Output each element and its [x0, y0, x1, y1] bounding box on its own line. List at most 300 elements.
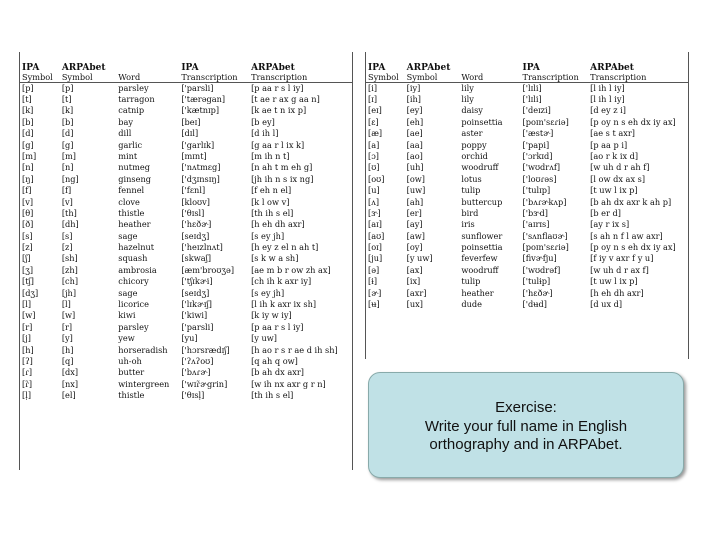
arpabet-transcription-cell: [th ih s el] — [251, 390, 294, 401]
ipa-symbol-cell: [ʃ] — [22, 253, 31, 264]
word-cell: chicory — [118, 276, 149, 287]
word-cell: kiwi — [118, 310, 136, 321]
table-row — [20, 196, 352, 207]
word-cell: aster — [461, 128, 483, 139]
ipa-transcription-cell: ['hɛðɚ] — [522, 287, 553, 298]
arpabet-symbol-cell: [dh] — [61, 219, 79, 230]
arpabet-transcription-cell: [d ih l] — [251, 128, 279, 139]
arpabet-transcription-cell: [l ih k axr ix sh] — [251, 299, 317, 310]
word-cell: fennel — [118, 185, 145, 196]
arpabet-symbol-cell: [f] — [61, 185, 72, 196]
arpabet-symbol-cell: [s] — [61, 230, 73, 241]
header-word — [116, 52, 179, 82]
arpabet-transcription-cell: [s ah n f l aw axr] — [590, 230, 663, 241]
arpabet-transcription-cell: [t uw l ix p] — [590, 185, 638, 196]
arpabet-transcription-cell: [b er d] — [590, 207, 621, 218]
word-cell: woodruff — [461, 264, 499, 275]
table-row — [20, 378, 352, 389]
word-cell: dill — [118, 128, 132, 139]
word-cell: lily — [461, 93, 474, 104]
arpabet-transcription-cell: [n ah t m eh g] — [251, 162, 313, 173]
table-row — [20, 276, 352, 287]
ipa-transcription-cell: [mɪnt] — [181, 150, 207, 161]
word-cell: orchid — [461, 150, 488, 161]
arpabet-transcription-cell: [f eh n el] — [251, 185, 292, 196]
table-row — [366, 207, 688, 218]
arpabet-symbol-cell: [k] — [61, 105, 74, 116]
word-cell: uh-oh — [118, 355, 142, 366]
arpabet-symbol-cell: [nx] — [61, 378, 79, 389]
word-cell: tulip — [461, 276, 481, 287]
arpabet-symbol-cell: [ch] — [61, 276, 79, 287]
header-text: ARPAbet — [251, 63, 295, 74]
ipa-transcription-cell: ['ɔrkɪd] — [522, 150, 553, 161]
word-cell: mint — [118, 150, 138, 161]
word-cell: sunflower — [461, 230, 503, 241]
ipa-transcription-cell: [dɪl] — [181, 128, 199, 139]
ipa-transcription-cell: ['æstɚ] — [522, 128, 554, 139]
table-row — [366, 116, 688, 127]
ipa-transcription-cell: ['wʊdrəf] — [522, 264, 561, 275]
arpabet-transcription-cell: [b ah dx axr k ah p] — [590, 196, 672, 207]
ipa-transcription-cell: ['fɛnl] — [181, 185, 206, 196]
word-cell: thistle — [118, 390, 145, 401]
ipa-transcription-cell: ['aɪrɪs] — [522, 219, 550, 230]
arpabet-symbol-cell: [uh] — [406, 162, 424, 173]
arpabet-symbol-cell: [zh] — [61, 264, 78, 275]
ipa-symbol-cell: [ʊ] — [368, 162, 380, 173]
ipa-transcription-cell: ['lɪli] — [522, 82, 542, 93]
table-row — [20, 390, 352, 401]
ipa-transcription-cell: [poɪn'sɛɾiə] — [522, 116, 569, 127]
table-row — [366, 241, 688, 252]
word-cell: daisy — [461, 105, 483, 116]
arpabet-transcription-cell: [s k w a sh] — [251, 253, 299, 264]
arpabet-symbol-cell: [jh] — [61, 287, 77, 298]
arpabet-transcription-cell: [ae s t axr] — [590, 128, 635, 139]
table-row — [20, 298, 352, 309]
arpabet-transcription-cell: [h eh dh axr] — [590, 287, 644, 298]
ipa-transcription-cell: ['tulɪp] — [522, 185, 551, 196]
arpabet-symbol-cell: [sh] — [61, 253, 78, 264]
ipa-transcription-cell: ['bɝd] — [522, 207, 548, 218]
ipa-transcription-cell: ['dʉd] — [522, 299, 547, 310]
table-row — [366, 196, 688, 207]
ipa-transcription-cell: ['parsli] — [181, 82, 214, 93]
word-cell: thistle — [118, 207, 145, 218]
table-row — [366, 264, 688, 275]
word-cell: poinsettia — [461, 116, 503, 127]
table-row — [366, 287, 688, 298]
arpabet-symbol-cell: [ah] — [406, 196, 424, 207]
table-row — [366, 128, 688, 139]
table-row — [20, 150, 352, 161]
word-cell: licorice — [118, 299, 149, 310]
arpabet-transcription-cell: [d ey z i] — [590, 105, 626, 116]
arpabet-transcription-cell: [f iy v axr f y u] — [590, 253, 654, 264]
header-text: Symbol — [61, 72, 93, 83]
arpabet-symbol-cell: [v] — [61, 196, 73, 207]
arpabet-transcription-cell: [ay r ix s] — [590, 219, 630, 230]
ipa-transcription-cell: [poɪn'sɛɾiə] — [522, 242, 569, 253]
vowel-table-body — [366, 82, 688, 310]
table-row — [366, 82, 688, 93]
arpabet-symbol-cell: [g] — [61, 139, 74, 150]
ipa-transcription-cell: [seɪdʒ] — [181, 287, 210, 298]
table-row — [20, 230, 352, 241]
arpabet-symbol-cell: [axr] — [406, 287, 427, 298]
arpabet-transcription-cell: [b ey] — [251, 116, 275, 127]
ipa-symbol-cell: [t] — [22, 93, 32, 104]
table-row — [20, 287, 352, 298]
ipa-symbol-cell: [ɨ] — [368, 276, 378, 287]
arpabet-transcription-cell: [w ih nx axr g r n] — [251, 378, 326, 389]
ipa-symbol-cell: [ð] — [22, 219, 34, 230]
arpabet-symbol-cell: [ng] — [61, 173, 79, 184]
arpabet-symbol-cell: [eh] — [406, 116, 424, 127]
arpabet-transcription-cell: [h ey z el n ah t] — [251, 242, 319, 253]
header-text: Symbol — [368, 72, 399, 83]
ipa-symbol-cell: [w] — [22, 310, 36, 321]
arpabet-symbol-cell: [ay] — [406, 219, 423, 230]
exercise-line-2: orthography and in ARPAbet. — [429, 436, 623, 454]
ipa-symbol-cell: [ə] — [368, 264, 380, 275]
header-text: IPA — [22, 63, 40, 74]
header-text: Transcription — [522, 72, 579, 83]
arpabet-symbol-cell: [oy] — [406, 242, 423, 253]
arpabet-symbol-cell: [b] — [61, 116, 74, 127]
table-row — [20, 139, 352, 150]
word-cell: catnip — [118, 105, 145, 116]
ipa-symbol-cell: [tʃ] — [22, 276, 34, 287]
header-text: IPA — [368, 63, 386, 74]
arpabet-transcription-cell: [ao r k ix d] — [590, 150, 639, 161]
ipa-symbol-cell: [ɝ] — [368, 207, 381, 218]
table-row — [366, 162, 688, 173]
ipa-symbol-cell: [ɛ] — [368, 116, 379, 127]
arpabet-symbol-cell: [ix] — [406, 276, 421, 287]
header-text: IPA — [522, 63, 540, 74]
arpabet-symbol-cell: [dx] — [61, 367, 79, 378]
table-row — [366, 173, 688, 184]
arpabet-transcription-cell: [b ah dx axr] — [251, 367, 304, 378]
word-cell: nutmeg — [118, 162, 150, 173]
table-row — [20, 207, 352, 218]
ipa-symbol-cell: [s] — [22, 230, 33, 241]
arpabet-symbol-cell: [th] — [61, 207, 77, 218]
ipa-symbol-cell: [aʊ] — [368, 230, 385, 241]
ipa-symbol-cell: [d] — [22, 128, 34, 139]
word-cell: sage — [118, 230, 138, 241]
ipa-symbol-cell: [ʉ] — [368, 299, 380, 310]
arpabet-symbol-cell: [n] — [61, 162, 74, 173]
table-row — [20, 321, 352, 332]
word-cell: dude — [461, 299, 482, 310]
arpabet-symbol-cell: [el] — [61, 390, 76, 401]
header-text: Word — [118, 72, 141, 83]
vowel-table — [366, 52, 688, 310]
arpabet-symbol-cell: [aw] — [406, 230, 425, 241]
ipa-symbol-cell: [j] — [22, 333, 31, 344]
word-cell: clove — [118, 196, 140, 207]
ipa-symbol-cell: [θ] — [22, 207, 34, 218]
arpabet-transcription-cell: [m ih n t] — [251, 150, 290, 161]
ipa-transcription-cell: ['heɪzlnʌt] — [181, 242, 223, 253]
arpabet-transcription-cell: [h ao r s r ae d ih sh] — [251, 344, 338, 355]
arpabet-symbol-cell: [aa] — [406, 139, 423, 150]
header-ipa-symbol — [20, 52, 60, 82]
arpabet-symbol-cell: [y] — [61, 333, 73, 344]
table-row — [20, 128, 352, 139]
ipa-transcription-cell: ['dʒɪnsɪŋ] — [181, 173, 220, 184]
table-row — [20, 355, 352, 366]
arpabet-transcription-cell: [k ae t n ix p] — [251, 105, 307, 116]
table-row — [20, 185, 352, 196]
arpabet-transcription-cell: [p aa r s l iy] — [251, 82, 304, 93]
arpabet-transcription-cell: [ch ih k axr iy] — [251, 276, 312, 287]
arpabet-symbol-cell: [h] — [61, 344, 74, 355]
table-row — [20, 105, 352, 116]
ipa-transcription-cell: ['papi] — [522, 139, 550, 150]
ipa-symbol-cell: [f] — [22, 185, 32, 196]
ipa-transcription-cell: ['θɪsl] — [181, 207, 205, 218]
word-cell: bay — [118, 116, 134, 127]
arpabet-symbol-cell: [r] — [61, 321, 73, 332]
table-row — [20, 264, 352, 275]
ipa-transcription-cell: ['nʌtmɛg] — [181, 162, 221, 173]
header-ipa-transcription — [179, 52, 249, 82]
ipa-symbol-cell: [ɚ] — [368, 287, 382, 298]
ipa-symbol-cell: [k] — [22, 105, 34, 116]
header-arpabet-transcription — [249, 52, 352, 82]
word-cell: iris — [461, 219, 475, 230]
arpabet-transcription-cell: [k iy w iy] — [251, 310, 292, 321]
arpabet-transcription-cell: [ae m b r ow zh ax] — [251, 264, 331, 275]
table-row — [366, 219, 688, 230]
header-text: ARPAbet — [406, 63, 451, 74]
arpabet-symbol-cell: [ao] — [406, 150, 423, 161]
word-cell: parsley — [118, 321, 149, 332]
ipa-transcription-cell: ['lɪkɚɪʃ] — [181, 299, 212, 310]
ipa-transcription-cell: ['lɪli] — [522, 93, 542, 104]
arpabet-transcription-cell: [l ih l iy] — [590, 82, 625, 93]
header-text: ARPAbet — [61, 63, 106, 74]
table-row — [20, 82, 352, 93]
table-row — [366, 276, 688, 287]
ipa-symbol-cell: [i] — [368, 82, 378, 93]
table-row — [20, 310, 352, 321]
arpabet-symbol-cell: [ey] — [406, 105, 423, 116]
ipa-transcription-cell: ['wɪɾ̃ɚgrin] — [181, 378, 228, 389]
ipa-symbol-cell: [ɔ] — [368, 150, 379, 161]
ipa-symbol-cell: [ɾ̃] — [22, 378, 33, 389]
header-text: ARPAbet — [590, 63, 634, 74]
arpabet-transcription-cell: [s ey jh] — [251, 287, 285, 298]
arpabet-transcription-cell: [p aa r s l iy] — [251, 321, 304, 332]
table-row — [366, 105, 688, 116]
arpabet-transcription-cell: [d ux d] — [590, 299, 623, 310]
table-row — [366, 185, 688, 196]
table-row — [20, 173, 352, 184]
ipa-transcription-cell: [fivɚfju] — [522, 253, 557, 264]
ipa-symbol-cell: [r] — [22, 321, 33, 332]
word-cell: wintergreen — [118, 378, 170, 389]
arpabet-transcription-cell: [y uw] — [251, 333, 277, 344]
arpabet-transcription-cell: [jh ih n s ix ng] — [251, 173, 314, 184]
arpabet-symbol-cell: [d] — [61, 128, 74, 139]
arpabet-transcription-cell: [p aa p i] — [590, 139, 628, 150]
table-row — [20, 93, 352, 104]
arpabet-symbol-cell: [er] — [406, 207, 422, 218]
ipa-transcription-cell: ['tʃɪkɚi] — [181, 276, 213, 287]
ipa-transcription-cell: ['wʊdrʌf] — [522, 162, 561, 173]
ipa-transcription-cell: [æm'broʊʒə] — [181, 264, 235, 275]
header-word — [459, 52, 520, 82]
arpabet-symbol-cell: [p] — [61, 82, 74, 93]
ipa-transcription-cell: ['ʔʌʔoʊ] — [181, 355, 214, 366]
word-cell: lily — [461, 82, 474, 93]
ipa-symbol-cell: [g] — [22, 139, 34, 150]
table-row — [366, 298, 688, 309]
header-text: Symbol — [406, 72, 438, 83]
word-cell: tarragon — [118, 93, 155, 104]
ipa-transcription-cell: ['loʊɾəs] — [522, 173, 557, 184]
table-row — [20, 219, 352, 230]
arpabet-symbol-cell: [l] — [61, 299, 71, 310]
arpabet-symbol-cell: [y uw] — [406, 253, 433, 264]
table-row — [20, 367, 352, 378]
word-cell: lotus — [461, 173, 482, 184]
left-phone-table-panel — [19, 52, 353, 470]
ipa-transcription-cell: [skwaʃ] — [181, 253, 212, 264]
arpabet-transcription-cell: [p oy n s eh dx iy ax] — [590, 116, 676, 127]
arpabet-transcription-cell: [l ow dx ax s] — [590, 173, 646, 184]
word-cell: tulip — [461, 185, 481, 196]
ipa-symbol-cell: [ʌ] — [368, 196, 380, 207]
ipa-symbol-cell: [v] — [22, 196, 34, 207]
header-text: Word — [461, 72, 484, 83]
ipa-transcription-cell: ['bʌɾɚkʌp] — [522, 196, 567, 207]
ipa-symbol-cell: [ju] — [368, 253, 383, 264]
ipa-symbol-cell: [u] — [368, 185, 380, 196]
arpabet-symbol-cell: [m] — [61, 150, 76, 161]
word-cell: parsley — [118, 82, 149, 93]
word-cell: feverfew — [461, 253, 498, 264]
header-text: Transcription — [251, 72, 308, 83]
table-row — [366, 253, 688, 264]
consonant-table-body — [20, 82, 352, 401]
ipa-transcription-cell: ['hɔrsrædɪʃ] — [181, 344, 230, 355]
ipa-transcription-cell: ['tulɨp] — [522, 276, 551, 287]
table-row — [20, 333, 352, 344]
ipa-symbol-cell: [aɪ] — [368, 219, 382, 230]
arpabet-transcription-cell: [q ah q ow] — [251, 355, 298, 366]
arpabet-symbol-cell: [q] — [61, 355, 74, 366]
ipa-symbol-cell: [ŋ] — [22, 173, 34, 184]
ipa-transcription-cell: [kloʊv] — [181, 196, 210, 207]
ipa-transcription-cell: [beɪ] — [181, 116, 201, 127]
arpabet-symbol-cell: [ux] — [406, 299, 423, 310]
ipa-symbol-cell: [a] — [368, 139, 380, 150]
word-cell: sage — [118, 287, 138, 298]
ipa-symbol-cell: [h] — [22, 344, 34, 355]
arpabet-transcription-cell: [l ih l iy] — [590, 93, 625, 104]
arpabet-transcription-cell: [s ey jh] — [251, 230, 285, 241]
word-cell: hazelnut — [118, 242, 155, 253]
arpabet-symbol-cell: [w] — [61, 310, 76, 321]
arpabet-symbol-cell: [t] — [61, 93, 72, 104]
exercise-callout — [368, 372, 684, 478]
ipa-transcription-cell: ['garlɪk] — [181, 139, 215, 150]
word-cell: poinsettia — [461, 242, 503, 253]
ipa-transcription-cell: ['parsli] — [181, 321, 214, 332]
table-row — [366, 150, 688, 161]
header-arpabet-symbol — [405, 52, 460, 82]
ipa-symbol-cell: [ɪ] — [368, 93, 378, 104]
ipa-transcription-cell: ['hɛðɚ] — [181, 219, 212, 230]
header-arpabet-symbol — [60, 52, 116, 82]
arpabet-transcription-cell: [k l ow v] — [251, 196, 290, 207]
ipa-transcription-cell: [seɪdʒ] — [181, 230, 210, 241]
word-cell: yew — [118, 333, 135, 344]
header-ipa-symbol — [366, 52, 405, 82]
header-text: Transcription — [181, 72, 238, 83]
ipa-transcription-cell: ['tærəgan] — [181, 93, 226, 104]
table-row — [20, 241, 352, 252]
word-cell: horseradish — [118, 344, 168, 355]
word-cell: butter — [118, 367, 145, 378]
table-row — [20, 116, 352, 127]
arpabet-symbol-cell: [ax] — [406, 264, 423, 275]
ipa-symbol-cell: [p] — [22, 82, 34, 93]
arpabet-transcription-cell: [th ih s el] — [251, 207, 294, 218]
table-row — [366, 139, 688, 150]
ipa-symbol-cell: [ɾ] — [22, 367, 33, 378]
ipa-symbol-cell: [oʊ] — [368, 173, 385, 184]
table-row — [20, 253, 352, 264]
header-text: Symbol — [22, 72, 53, 83]
ipa-transcription-cell: ['kætnɪp] — [181, 105, 220, 116]
exercise-line-1: Write your full name in English — [424, 417, 628, 435]
word-cell: squash — [118, 253, 148, 264]
ipa-transcription-cell: ['sʌnflaʊɚ] — [522, 230, 568, 241]
arpabet-symbol-cell: [z] — [61, 242, 73, 253]
consonant-table — [20, 52, 352, 401]
ipa-symbol-cell: [m] — [22, 150, 37, 161]
ipa-symbol-cell: [l̩] — [22, 390, 32, 401]
table-header-row — [366, 52, 688, 82]
table-row — [20, 344, 352, 355]
ipa-symbol-cell: [oɪ] — [368, 242, 382, 253]
header-ipa-transcription — [521, 52, 589, 82]
arpabet-symbol-cell: [uw] — [406, 185, 426, 196]
table-row — [366, 93, 688, 104]
exercise-title: Exercise: — [495, 398, 557, 416]
ipa-transcription-cell: [yu] — [181, 333, 198, 344]
ipa-symbol-cell: [eɪ] — [368, 105, 382, 116]
ipa-symbol-cell: [ʒ] — [22, 264, 34, 275]
arpabet-transcription-cell: [t uw l ix p] — [590, 276, 638, 287]
ipa-symbol-cell: [dʒ] — [22, 287, 39, 298]
word-cell: ambrosia — [118, 264, 157, 275]
ipa-transcription-cell: ['kiwi] — [181, 310, 208, 321]
ipa-symbol-cell: [z] — [22, 242, 33, 253]
table-row — [366, 230, 688, 241]
arpabet-symbol-cell: [ae] — [406, 128, 423, 139]
ipa-symbol-cell: [b] — [22, 116, 34, 127]
arpabet-transcription-cell: [g aa r l ix k] — [251, 139, 305, 150]
header-arpabet-transcription — [588, 52, 688, 82]
